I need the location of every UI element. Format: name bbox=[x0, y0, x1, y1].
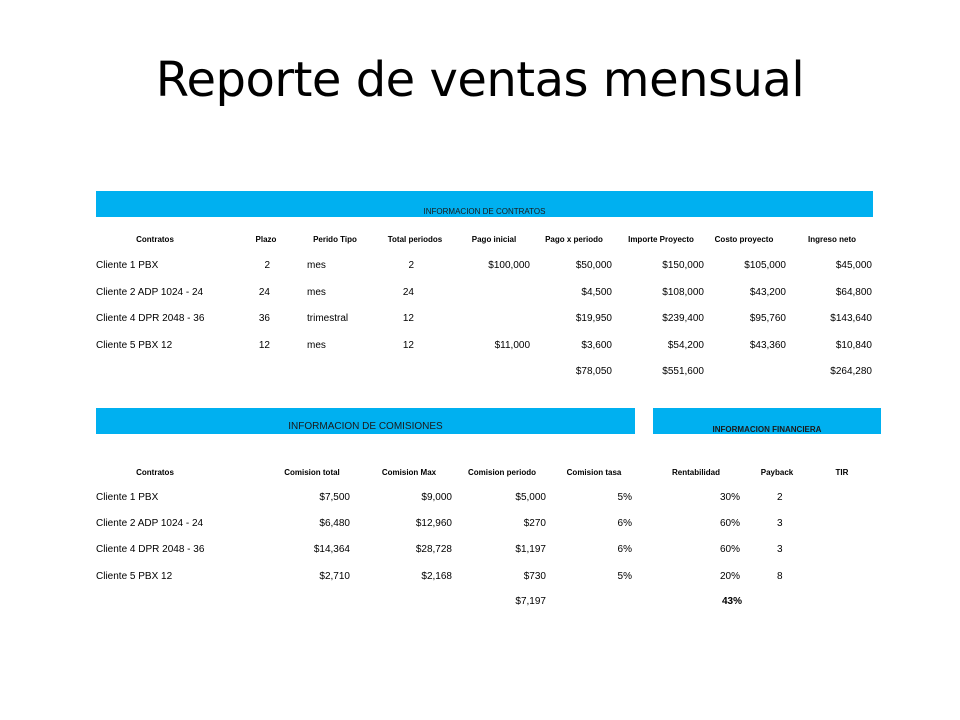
commissions-header-comision-tasa: Comision tasa bbox=[566, 468, 622, 477]
contract-periodo-tipo: mes bbox=[307, 260, 326, 271]
financial-payback: 2 bbox=[777, 492, 783, 503]
financial-band-label: INFORMACION FINANCIERA bbox=[712, 425, 822, 434]
contracts-header-ingreso-neto: Ingreso neto bbox=[807, 235, 856, 244]
financial-rentabilidad: 20% bbox=[719, 571, 740, 582]
contracts-header-total-periodos: Total periodos bbox=[387, 235, 443, 244]
contract-costo-proyecto: $105,000 bbox=[744, 260, 786, 271]
contract-importe-proyecto: $108,000 bbox=[662, 287, 704, 298]
commissions-header-comision-total: Comision total bbox=[284, 468, 340, 477]
commission-periodo: $1,197 bbox=[515, 544, 546, 555]
financial-header-payback: Payback bbox=[760, 468, 794, 477]
commission-contract-name: Cliente 1 PBX bbox=[96, 492, 159, 503]
commission-tasa: 6% bbox=[617, 544, 632, 555]
commission-max: $28,728 bbox=[415, 544, 452, 555]
contract-total-periodos: 2 bbox=[408, 260, 414, 271]
contracts-header-costo-proyecto: Costo proyecto bbox=[714, 235, 774, 244]
contract-total-periodos: 12 bbox=[402, 313, 414, 324]
total-importe-proyecto: $551,600 bbox=[662, 366, 704, 377]
contract-periodo-tipo: mes bbox=[307, 287, 326, 298]
total-ingreso-neto: $264,280 bbox=[830, 366, 872, 377]
commission-total: $2,710 bbox=[319, 571, 350, 582]
contracts-header-plazo: Plazo bbox=[255, 235, 277, 244]
commission-tasa: 6% bbox=[617, 518, 632, 529]
slide-title: Reporte de ventas mensual bbox=[155, 52, 805, 108]
commissions-header-comision-periodo: Comision periodo bbox=[468, 468, 536, 477]
commission-max: $2,168 bbox=[421, 571, 452, 582]
total-pago-x-periodo: $78,050 bbox=[575, 366, 612, 377]
contract-costo-proyecto: $43,200 bbox=[749, 287, 786, 298]
commission-tasa: 5% bbox=[617, 571, 632, 582]
contract-ingreso-neto: $45,000 bbox=[835, 260, 872, 271]
financial-payback: 8 bbox=[777, 571, 783, 582]
commission-periodo: $730 bbox=[523, 571, 546, 582]
commission-tasa: 5% bbox=[617, 492, 632, 503]
contract-importe-proyecto: $150,000 bbox=[662, 260, 704, 271]
contracts-band-label: INFORMACION DE CONTRATOS bbox=[423, 207, 546, 216]
contract-total-periodos: 24 bbox=[402, 287, 414, 298]
contract-pago-x-periodo: $19,950 bbox=[575, 313, 612, 324]
financial-band bbox=[653, 408, 881, 434]
commission-max: $9,000 bbox=[421, 492, 452, 503]
commission-total: $6,480 bbox=[319, 518, 350, 529]
contract-plazo: 2 bbox=[264, 260, 270, 271]
commissions-band bbox=[96, 408, 635, 434]
contract-pago-x-periodo: $4,500 bbox=[581, 287, 612, 298]
contract-ingreso-neto: $10,840 bbox=[835, 340, 872, 351]
commission-periodo: $5,000 bbox=[515, 492, 546, 503]
contract-plazo: 36 bbox=[258, 313, 270, 324]
contract-ingreso-neto: $64,800 bbox=[835, 287, 872, 298]
contract-total-periodos: 12 bbox=[402, 340, 414, 351]
contract-pago-x-periodo: $50,000 bbox=[575, 260, 612, 271]
contract-importe-proyecto: $54,200 bbox=[667, 340, 704, 351]
total-rentabilidad: 43% bbox=[721, 596, 742, 607]
financial-payback: 3 bbox=[777, 544, 783, 555]
contract-name: Cliente 4 DPR 2048 - 36 bbox=[96, 313, 205, 324]
contracts-header-pago-x-periodo: Pago x periodo bbox=[545, 235, 603, 244]
total-comision-periodo: $7,197 bbox=[515, 596, 546, 607]
commission-max: $12,960 bbox=[415, 518, 452, 529]
financial-rentabilidad: 30% bbox=[719, 492, 740, 503]
contract-pago-x-periodo: $3,600 bbox=[581, 340, 612, 351]
commission-total: $7,500 bbox=[319, 492, 350, 503]
financial-header-rentabilidad: Rentabilidad bbox=[671, 468, 720, 477]
commissions-header-contratos: Contratos bbox=[136, 468, 174, 477]
commission-contract-name: Cliente 5 PBX 12 bbox=[96, 571, 173, 582]
financial-rentabilidad: 60% bbox=[719, 518, 740, 529]
contract-costo-proyecto: $95,760 bbox=[749, 313, 786, 324]
contract-name: Cliente 2 ADP 1024 - 24 bbox=[96, 287, 204, 298]
commission-total: $14,364 bbox=[313, 544, 350, 555]
contract-periodo-tipo: mes bbox=[307, 340, 326, 351]
commission-contract-name: Cliente 2 ADP 1024 - 24 bbox=[96, 518, 204, 529]
commission-contract-name: Cliente 4 DPR 2048 - 36 bbox=[96, 544, 205, 555]
contracts-header-periodo-tipo: Perido Tipo bbox=[313, 235, 357, 244]
contracts-band bbox=[96, 191, 873, 217]
contracts-header-importe-proyecto: Importe Proyecto bbox=[628, 235, 694, 244]
contracts-header-contratos: Contratos bbox=[136, 235, 174, 244]
contracts-header-pago-inicial: Pago inicial bbox=[471, 235, 517, 244]
contract-pago-inicial: $100,000 bbox=[488, 260, 530, 271]
contract-ingreso-neto: $143,640 bbox=[830, 313, 872, 324]
financial-rentabilidad: 60% bbox=[719, 544, 740, 555]
commissions-band-label: INFORMACION DE COMISIONES bbox=[288, 421, 443, 432]
contract-name: Cliente 5 PBX 12 bbox=[96, 340, 173, 351]
contract-plazo: 24 bbox=[258, 287, 270, 298]
commission-periodo: $270 bbox=[523, 518, 546, 529]
financial-payback: 3 bbox=[777, 518, 783, 529]
contract-importe-proyecto: $239,400 bbox=[662, 313, 704, 324]
financial-header-tir: TIR bbox=[835, 468, 849, 477]
contract-pago-inicial: $11,000 bbox=[494, 340, 530, 351]
contract-periodo-tipo: trimestral bbox=[307, 313, 349, 324]
contract-plazo: 12 bbox=[258, 340, 270, 351]
contract-costo-proyecto: $43,360 bbox=[749, 340, 786, 351]
commissions-header-comision-max: Comision Max bbox=[381, 468, 437, 477]
contract-name: Cliente 1 PBX bbox=[96, 260, 159, 271]
